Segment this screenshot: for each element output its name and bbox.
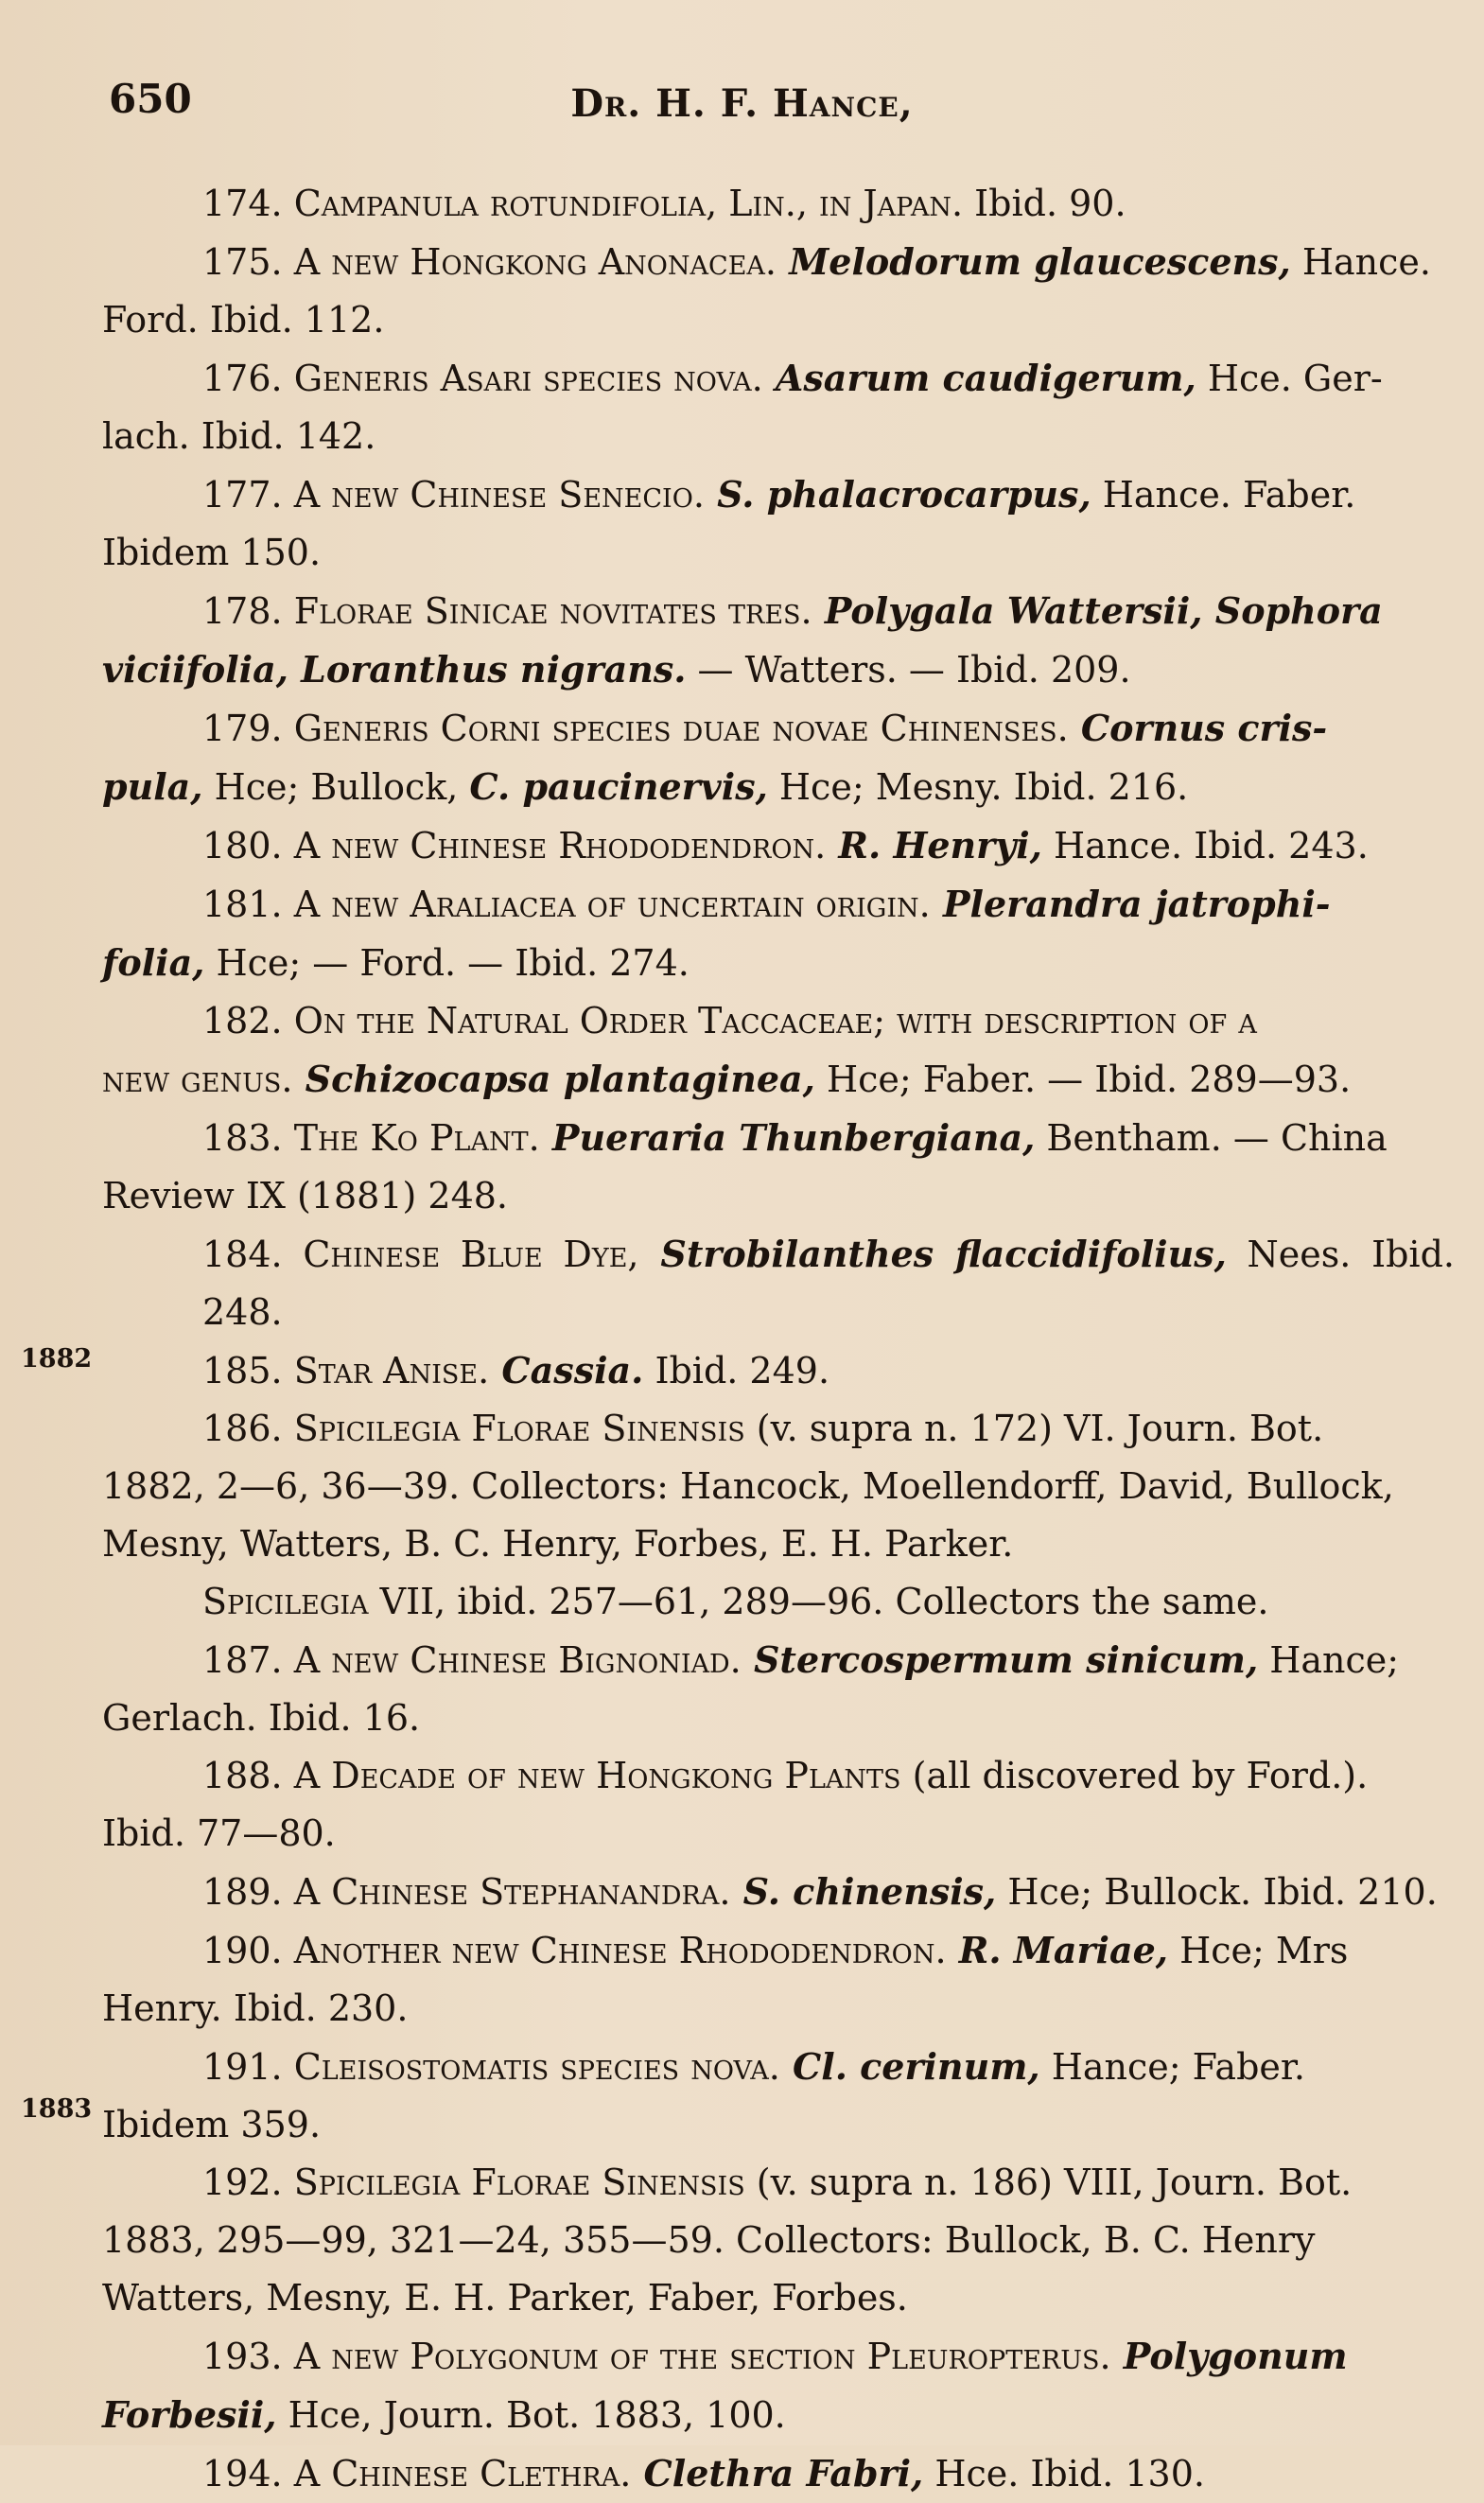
entry-number: 182. <box>202 1000 294 1041</box>
entry-text: VII, ibid. 257—61, 289—96. Collectors the same. <box>368 1581 1269 1622</box>
species-name: Cassia. <box>489 1349 644 1392</box>
species-name: Plerandra jatrophi- <box>930 883 1331 925</box>
entry-title: Spicilegia Florae Sinensis <box>293 1408 745 1449</box>
species-name: Polygonum <box>1110 2335 1348 2377</box>
entry-number: 176. <box>202 358 294 399</box>
entry-number: 178. <box>202 590 294 632</box>
entry-line <box>102 1400 1455 1458</box>
entry-text: Bentham. — China <box>1035 1117 1388 1159</box>
entry-line <box>102 875 1455 934</box>
species-name: Strobilanthes flaccidifolius, <box>638 1233 1227 1275</box>
running-head: Dr. H. F. Hance, <box>570 81 914 126</box>
entry-title: Campanula rotundifolia, Lin., in Japan. <box>293 183 964 224</box>
entry-title: Florae Sinicae novitates tres. <box>293 590 812 632</box>
entry-text: Hance. Ibid. 243. <box>1041 825 1369 866</box>
entry-line <box>102 1805 1455 1863</box>
entry-title: A new Chinese Bignoniad. <box>293 1639 742 1681</box>
entry-number: 174. <box>202 183 294 224</box>
entry-text: Nees. Ibid. 248. <box>202 1234 1455 1333</box>
entry-line <box>102 1747 1455 1805</box>
entry-number: 181. <box>202 884 294 925</box>
entry-text: Hce; Bullock. Ibid. 210. <box>996 1871 1438 1913</box>
species-name: Forbesii, <box>102 2393 277 2436</box>
entry-title: Generis Asari species nova. <box>293 358 763 399</box>
entry-number: 183. <box>202 1117 294 1159</box>
entry-number: 185. <box>202 1350 294 1392</box>
entry-text: Hance; <box>1258 1639 1400 1681</box>
entry-title: A new Chinese Senecio. <box>293 474 705 516</box>
entry-line <box>102 2096 1455 2154</box>
species-name: Cornus cris- <box>1068 707 1328 749</box>
entry-text: Watters, Mesny, E. H. Parker, Faber, Forbes. <box>102 2277 908 2319</box>
entry-text: Hce; — Ford. — Ibid. 274. <box>204 942 690 984</box>
entry-title: A new Araliacea of uncertain origin. <box>293 884 931 925</box>
entry-line <box>102 349 1455 408</box>
entry-text: Hce; Bullock, <box>202 766 470 808</box>
entry-line <box>102 992 1455 1050</box>
entry-text: Review IX (1881) 248. <box>102 1175 509 1216</box>
entry-number: 189. <box>202 1871 294 1913</box>
entry-number: 193. <box>202 2336 294 2377</box>
entry-title: A new Chinese Rhododendron. <box>293 825 827 866</box>
entry-line <box>102 1921 1455 1980</box>
species-name: S. chinensis, <box>730 1870 997 1913</box>
bibliography-list <box>102 175 1455 2503</box>
species-name: Schizocapsa plantaginea, <box>292 1058 815 1100</box>
entry-line <box>102 1167 1455 1225</box>
entry-line <box>102 2327 1455 2386</box>
entry-number: 177. <box>202 474 294 516</box>
entry-text: 1882, 2—6, 36—39. Collectors: Hancock, Moellendorff, David, Bullock, <box>102 1465 1394 1507</box>
page-number: 650 <box>109 76 192 122</box>
entry-number: 186. <box>202 1408 294 1449</box>
entry-title: On the Natural Order Taccaceae; with description of a <box>293 1000 1257 1041</box>
species-name: pula, <box>102 765 203 808</box>
entry-text: Hance; Faber. <box>1039 2046 1305 2088</box>
entry-title: new genus. <box>102 1059 293 1100</box>
entry-text: Ibid. 90. <box>963 183 1126 224</box>
entry-line <box>102 640 1455 699</box>
entry-line <box>102 816 1455 875</box>
entry-title: Generis Corni species duae novae Chinenses. <box>293 708 1069 749</box>
entry-text: Hce. Ger- <box>1196 358 1383 399</box>
species-name: folia, <box>102 941 205 984</box>
entry-number: 192. <box>202 2162 294 2203</box>
margin-year: 1883 <box>21 2094 93 2124</box>
entry-line <box>102 1341 1455 1400</box>
entry-title: A new Polygonum of the section Pleuropterus. <box>293 2336 1111 2377</box>
species-name: Asarum caudigerum, <box>762 357 1196 399</box>
entry-line <box>102 291 1455 349</box>
entry-number: 175. <box>202 241 294 283</box>
entry-line <box>102 2444 1455 2503</box>
entry-text: Ibid. 249. <box>643 1350 830 1392</box>
entry-number: 194. <box>202 2453 294 2494</box>
entry-line <box>102 524 1455 582</box>
entry-number: 191. <box>202 2046 294 2088</box>
entry-text: Gerlach. Ibid. 16. <box>102 1697 421 1739</box>
entry-text: Ibidem 359. <box>102 2104 322 2145</box>
entry-title: Spicilegia <box>202 1581 369 1622</box>
entry-text: Henry. Ibid. 230. <box>102 1987 409 2029</box>
entry-line <box>102 582 1455 640</box>
entry-line <box>102 233 1455 291</box>
margin-year: 1882 <box>21 1344 93 1374</box>
entry-text: (v. supra n. 172) VI. Journ. Bot. <box>744 1408 1324 1449</box>
species-name: Clethra Fabri, <box>631 2452 924 2494</box>
species-name: viciifolia, Loranthus nigrans. <box>102 648 687 691</box>
entry-title: Another new Chinese Rhododendron. <box>293 1930 947 1971</box>
entry-text: lach. Ibid. 142. <box>102 415 376 457</box>
entry-number: 180. <box>202 825 294 866</box>
entry-title: A Chinese Stephanandra. <box>293 1871 731 1913</box>
entry-text: Hce. Ibid. 130. <box>923 2453 1205 2494</box>
entry-line <box>102 408 1455 465</box>
entry-line <box>102 699 1455 758</box>
entry-text: Mesny, Watters, B. C. Henry, Forbes, E. H. Parker. <box>102 1523 1014 1565</box>
entry-line <box>102 1980 1455 2038</box>
entry-text: Hance. <box>1290 241 1431 283</box>
entry-text: Ibidem 150. <box>102 532 322 573</box>
entry-line <box>102 758 1455 816</box>
entry-number: 188. <box>202 1755 294 1796</box>
entry-text: 1883, 295—99, 321—24, 355—59. Collectors: Bullock, B. C. Henry <box>102 2219 1316 2261</box>
entry-line <box>102 2269 1455 2327</box>
entry-text: (v. supra n. 186) VIII, Journ. Bot. <box>744 2162 1353 2203</box>
entry-line <box>102 1050 1455 1109</box>
entry-line <box>102 2038 1455 2096</box>
entry-text: Ibid. 77—80. <box>102 1812 336 1854</box>
entry-line <box>102 1863 1455 1921</box>
entry-line <box>102 1631 1455 1689</box>
species-name: Melodorum glaucescens, <box>776 240 1291 283</box>
entry-text: Hce; Mesny. Ibid. 216. <box>767 766 1189 808</box>
entry-line <box>102 175 1455 233</box>
entry-title: A new Hongkong Anonacea. <box>293 241 777 283</box>
entry-text: Hance. Faber. <box>1091 474 1356 516</box>
entry-text: — Watters. — Ibid. 209. <box>686 649 1131 691</box>
entry-line <box>102 1458 1455 1515</box>
entry-line <box>102 1573 1455 1631</box>
entry-title: The Ko Plant. <box>293 1117 540 1159</box>
entry-number: 184. <box>202 1234 304 1275</box>
entry-line <box>102 1689 1455 1747</box>
entry-text: Hce; Faber. — Ibid. 289—93. <box>814 1059 1352 1100</box>
species-name: R. Mariae, <box>946 1929 1168 1971</box>
entry-text: Ford. Ibid. 112. <box>102 299 385 341</box>
entry-line <box>102 2154 1455 2212</box>
entry-line <box>102 934 1455 992</box>
entry-line <box>102 2386 1455 2444</box>
entry-text: Hce; Mrs <box>1167 1930 1349 1971</box>
entry-line <box>102 1225 1455 1341</box>
entry-number: 187. <box>202 1639 294 1681</box>
entry-text: Hce, Journ. Bot. 1883, 100. <box>276 2394 786 2436</box>
species-name: Polygala Wattersii, Sophora <box>812 589 1383 632</box>
entry-title: Star Anise. <box>293 1350 490 1392</box>
entry-title: A Decade of new Hongkong Plants <box>293 1755 901 1796</box>
entry-title: Spicilegia Florae Sinensis <box>293 2162 745 2203</box>
species-name: C. paucinervis, <box>469 765 768 808</box>
entry-line <box>102 465 1455 524</box>
entry-title: Cleisostomatis species nova. <box>293 2046 780 2088</box>
species-name: Cl. cerinum, <box>779 2045 1040 2088</box>
entry-line <box>102 1109 1455 1167</box>
entry-line <box>102 1515 1455 1573</box>
species-name: S. phalacrocarpus, <box>704 473 1091 516</box>
entry-title: Chinese Blue Dye, <box>303 1234 639 1275</box>
entry-number: 179. <box>202 708 294 749</box>
entry-title: A Chinese Clethra. <box>293 2453 632 2494</box>
species-name: Stercospermum sinicum, <box>741 1638 1259 1681</box>
species-name: R. Henryi, <box>826 824 1042 866</box>
entry-number: 190. <box>202 1930 294 1971</box>
entry-line <box>102 2212 1455 2269</box>
species-name: Pueraria Thunbergiana, <box>539 1116 1036 1159</box>
entry-text: (all discovered by Ford.). <box>900 1755 1369 1796</box>
